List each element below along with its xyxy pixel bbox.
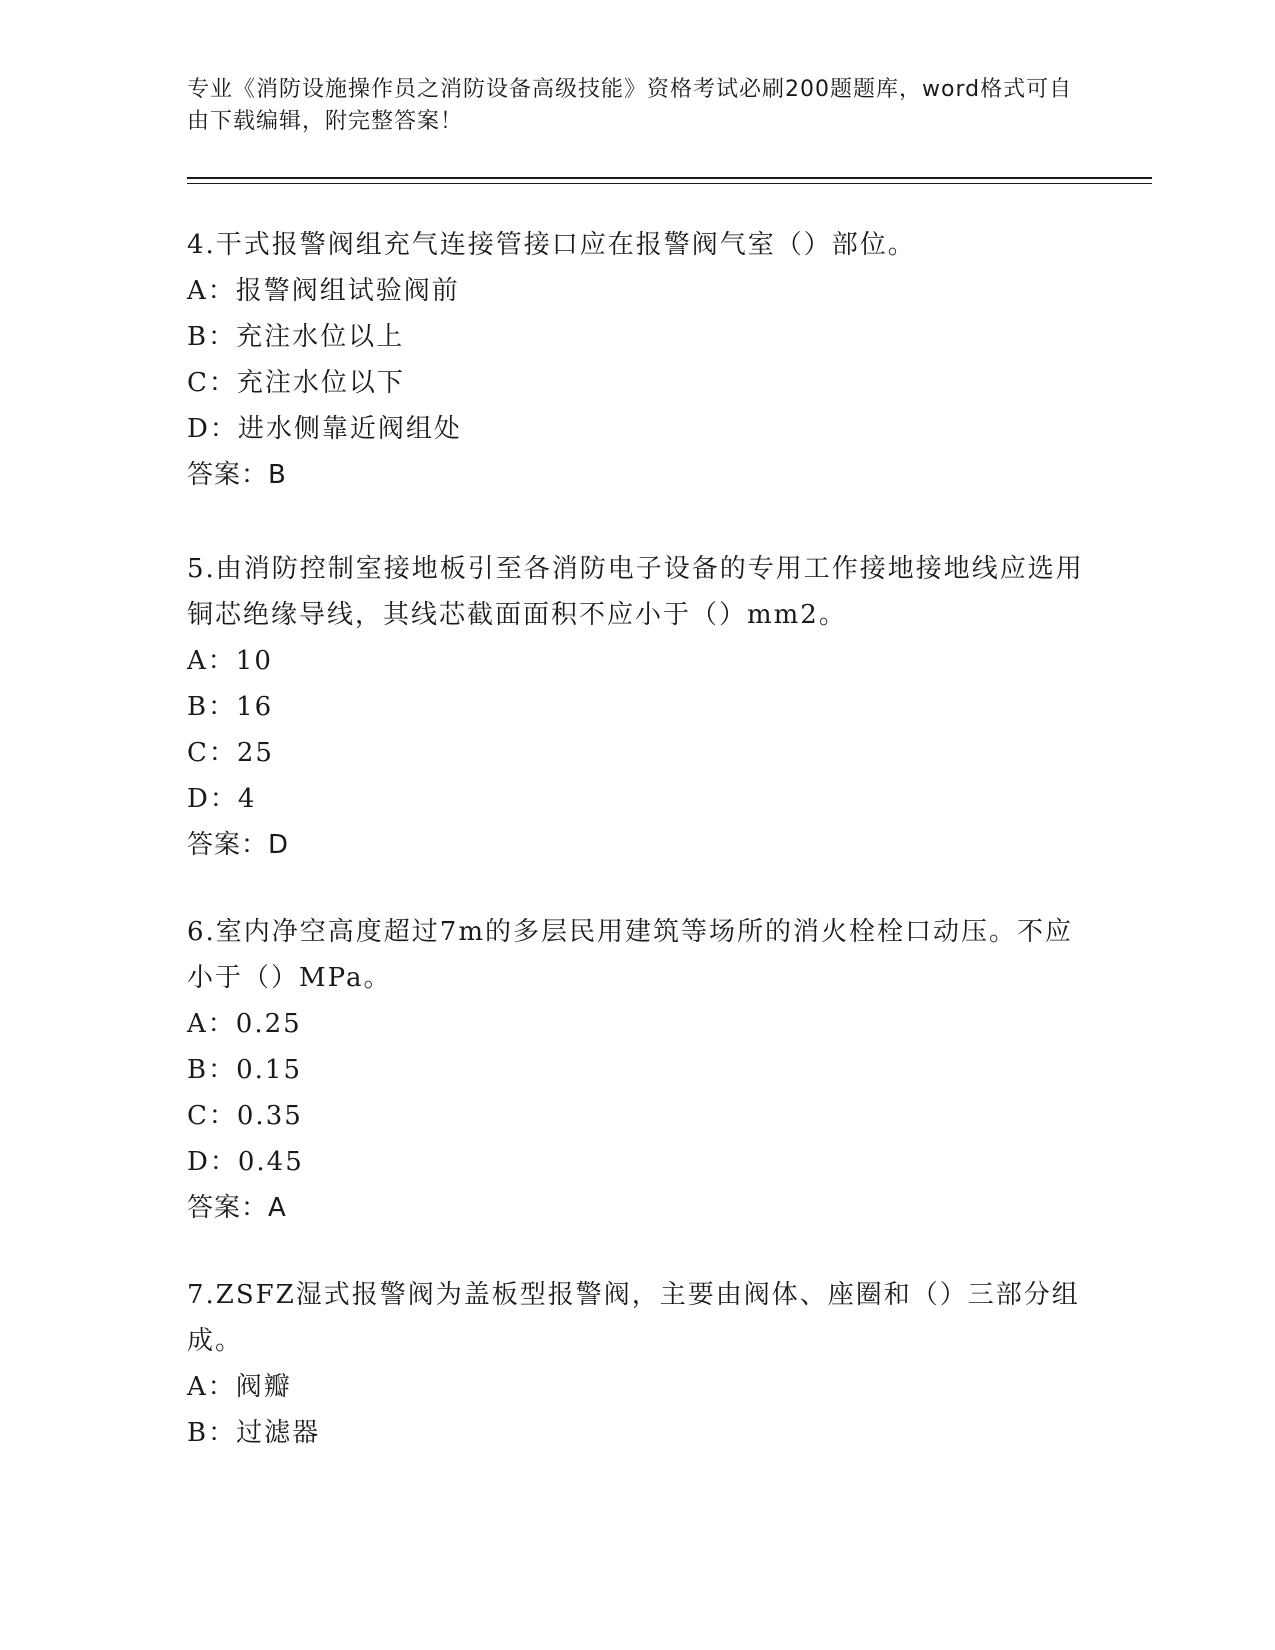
option-c: C：0.35 bbox=[187, 1101, 303, 1131]
option-a: A：报警阀组试验阀前 bbox=[187, 276, 460, 306]
answer-line: 答案：B bbox=[187, 460, 287, 490]
option-c: C：充注水位以下 bbox=[187, 368, 405, 398]
question-7 bbox=[187, 1272, 1087, 1456]
option-b: B：0.15 bbox=[187, 1055, 302, 1085]
question-stem: 5.由消防控制室接地板引至各消防电子设备的专用工作接地接地线应选用铜芯绝缘导线，其线芯截面面积不应小于（）mm2。 bbox=[187, 554, 1084, 630]
option-a: A：0.25 bbox=[187, 1009, 302, 1039]
question-5 bbox=[187, 546, 1087, 868]
option-b: B：过滤器 bbox=[187, 1418, 321, 1448]
question-stem: 6.室内净空高度超过7m的多层民用建筑等场所的消火栓栓口动压。不应小于（）MPa。 bbox=[187, 917, 1074, 993]
option-a: A：10 bbox=[187, 646, 273, 676]
answer-line: 答案：D bbox=[187, 830, 290, 860]
option-c: C：25 bbox=[187, 738, 274, 768]
document-header: 专业《消防设施操作员之消防设备高级技能》资格考试必刷200题题库，word格式可自由下载编辑，附完整答案！ bbox=[187, 77, 1073, 134]
question-stem: 4.干式报警阀组充气连接管接口应在报警阀气室（）部位。 bbox=[187, 230, 916, 260]
question-4 bbox=[187, 222, 1087, 498]
option-d: D：4 bbox=[187, 784, 257, 814]
option-d: D：0.45 bbox=[187, 1147, 304, 1177]
option-b: B：充注水位以上 bbox=[187, 322, 405, 352]
question-stem: 7.ZSFZ湿式报警阀为盖板型报警阀，主要由阀体、座圈和（）三部分组成。 bbox=[187, 1280, 1080, 1356]
option-b: B：16 bbox=[187, 692, 274, 722]
option-d: D：进水侧靠近阀组处 bbox=[187, 414, 462, 444]
option-a: A：阀瓣 bbox=[187, 1372, 292, 1402]
header-divider-thin bbox=[187, 183, 1152, 184]
header-divider-thick bbox=[187, 177, 1152, 179]
question-6 bbox=[187, 909, 1087, 1231]
answer-line: 答案：A bbox=[187, 1193, 287, 1223]
